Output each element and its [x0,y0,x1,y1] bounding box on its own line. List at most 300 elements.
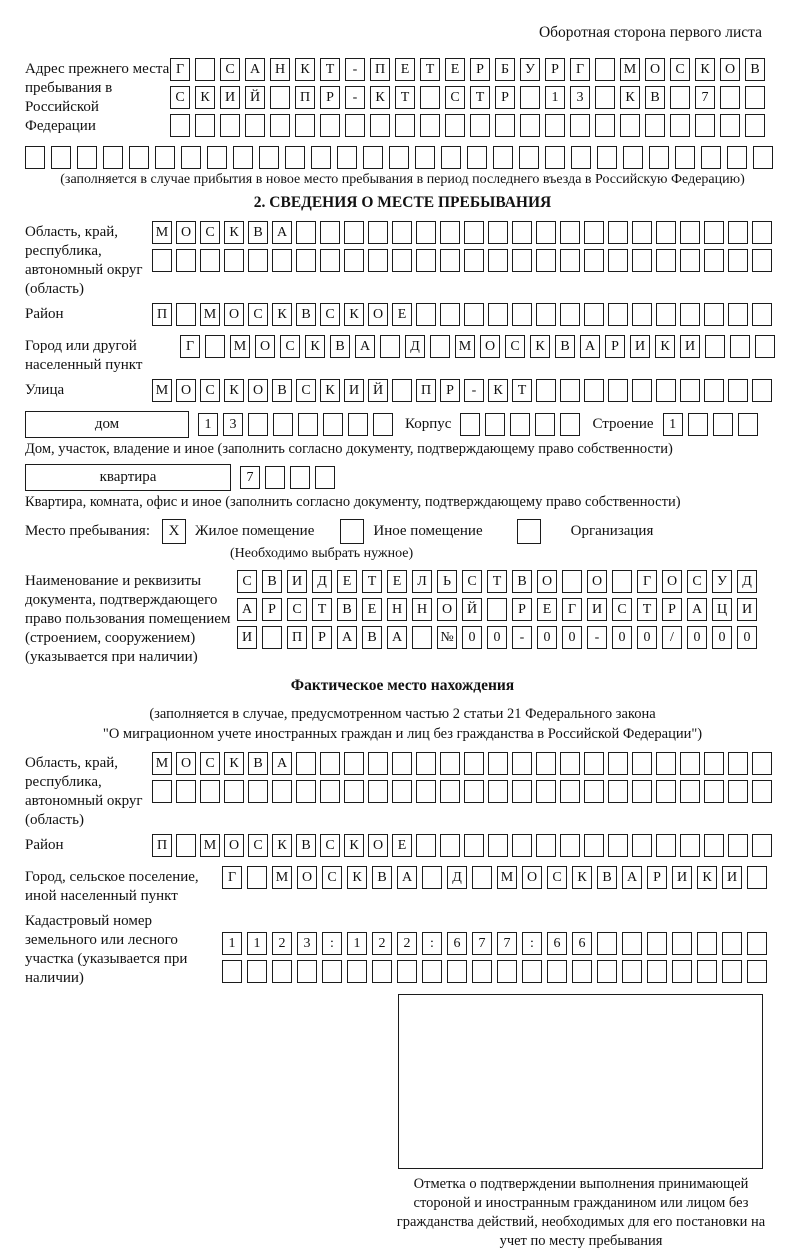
char-box[interactable] [752,379,772,402]
char-box[interactable] [464,249,484,272]
char-box[interactable]: М [455,335,475,358]
char-box[interactable] [273,413,293,436]
char-box[interactable] [420,86,440,109]
char-box[interactable]: Д [447,866,467,889]
char-box[interactable] [536,379,556,402]
char-box[interactable]: О [368,834,388,857]
char-box[interactable]: К [272,834,292,857]
char-box[interactable]: В [296,834,316,857]
char-box[interactable] [152,249,172,272]
char-box[interactable] [416,834,436,857]
char-box[interactable] [345,114,365,137]
char-box[interactable]: С [670,58,690,81]
char-box[interactable] [285,146,305,169]
char-box[interactable]: И [722,866,742,889]
char-box[interactable]: И [287,570,307,593]
char-box[interactable]: 3 [223,413,243,436]
char-box[interactable]: А [272,221,292,244]
char-box[interactable] [688,413,708,436]
char-box[interactable] [488,752,508,775]
char-box[interactable] [584,221,604,244]
char-box[interactable] [728,303,748,326]
char-box[interactable] [368,221,388,244]
char-box[interactable]: 0 [537,626,557,649]
char-box[interactable]: С [220,58,240,81]
char-box[interactable] [460,413,480,436]
char-box[interactable] [512,834,532,857]
char-box[interactable] [560,249,580,272]
cadastral-row-1[interactable] [222,932,767,955]
char-box[interactable]: Г [222,866,242,889]
char-box[interactable]: 0 [462,626,482,649]
char-box[interactable] [571,146,591,169]
char-box[interactable] [656,834,676,857]
char-box[interactable]: К [695,58,715,81]
char-box[interactable]: Й [368,379,388,402]
char-box[interactable] [752,780,772,803]
char-box[interactable]: О [248,379,268,402]
char-box[interactable] [608,303,628,326]
char-box[interactable] [155,146,175,169]
char-box[interactable] [233,146,253,169]
char-box[interactable] [422,866,442,889]
char-box[interactable] [597,146,617,169]
char-box[interactable]: Н [270,58,290,81]
char-box[interactable]: Т [512,379,532,402]
char-box[interactable] [392,752,412,775]
char-box[interactable] [464,834,484,857]
char-box[interactable] [447,960,467,983]
char-box[interactable] [656,780,676,803]
region-row-2[interactable] [152,249,772,272]
char-box[interactable] [680,221,700,244]
char-box[interactable]: О [522,866,542,889]
char-box[interactable]: К [655,335,675,358]
char-box[interactable] [536,221,556,244]
char-box[interactable] [608,780,628,803]
char-box[interactable]: Р [470,58,490,81]
char-box[interactable]: 1 [198,413,218,436]
char-box[interactable] [296,780,316,803]
char-box[interactable]: В [330,335,350,358]
char-box[interactable]: П [370,58,390,81]
char-box[interactable] [612,570,632,593]
char-box[interactable] [440,834,460,857]
char-box[interactable] [545,114,565,137]
char-box[interactable]: И [737,598,757,621]
char-box[interactable]: 7 [695,86,715,109]
char-box[interactable] [195,114,215,137]
char-box[interactable]: В [262,570,282,593]
char-box[interactable] [680,780,700,803]
char-box[interactable] [176,249,196,272]
char-box[interactable] [295,114,315,137]
region-row-1[interactable] [152,221,772,244]
char-box[interactable] [512,221,532,244]
char-box[interactable]: К [305,335,325,358]
char-box[interactable]: Е [337,570,357,593]
char-box[interactable]: С [200,379,220,402]
char-box[interactable]: А [622,866,642,889]
char-box[interactable]: Р [662,598,682,621]
char-box[interactable] [722,932,742,955]
char-box[interactable] [705,335,725,358]
char-box[interactable] [464,303,484,326]
char-box[interactable] [547,960,567,983]
stroenie-row[interactable] [663,413,758,436]
char-box[interactable]: И [672,866,692,889]
char-box[interactable] [320,221,340,244]
char-box[interactable] [464,752,484,775]
char-box[interactable]: Т [395,86,415,109]
char-box[interactable]: К [370,86,390,109]
char-box[interactable] [247,960,267,983]
char-box[interactable] [77,146,97,169]
char-box[interactable] [296,752,316,775]
char-box[interactable]: 0 [562,626,582,649]
char-box[interactable] [25,146,45,169]
char-box[interactable] [704,752,724,775]
apartment-number-row[interactable] [240,466,335,489]
char-box[interactable]: 7 [240,466,260,489]
char-box[interactable]: П [416,379,436,402]
char-box[interactable]: О [224,303,244,326]
char-box[interactable]: В [296,303,316,326]
char-box[interactable]: А [245,58,265,81]
char-box[interactable]: У [520,58,540,81]
char-box[interactable]: В [248,752,268,775]
char-box[interactable] [520,86,540,109]
char-box[interactable]: 1 [347,932,367,955]
char-box[interactable]: С [170,86,190,109]
char-box[interactable] [200,249,220,272]
checkbox-residential[interactable]: X [162,519,186,544]
char-box[interactable]: Е [392,834,412,857]
char-box[interactable]: Р [647,866,667,889]
char-box[interactable] [747,866,767,889]
char-box[interactable] [415,146,435,169]
char-box[interactable] [680,834,700,857]
char-box[interactable] [632,303,652,326]
korpus-row[interactable] [460,413,580,436]
char-box[interactable] [672,932,692,955]
char-box[interactable]: Й [245,86,265,109]
char-box[interactable]: - [345,58,365,81]
char-box[interactable]: Т [470,86,490,109]
char-box[interactable]: К [295,58,315,81]
char-box[interactable] [622,960,642,983]
char-box[interactable] [752,834,772,857]
actual-city-row[interactable] [222,866,767,889]
char-box[interactable]: А [397,866,417,889]
char-box[interactable] [464,221,484,244]
char-box[interactable] [440,752,460,775]
char-box[interactable]: А [237,598,257,621]
char-box[interactable]: 0 [737,626,757,649]
char-box[interactable] [272,780,292,803]
char-box[interactable] [315,466,335,489]
char-box[interactable] [420,114,440,137]
char-box[interactable] [622,932,642,955]
char-box[interactable]: С [296,379,316,402]
char-box[interactable] [270,114,290,137]
char-box[interactable]: 6 [447,932,467,955]
char-box[interactable] [597,932,617,955]
char-box[interactable] [656,379,676,402]
char-box[interactable] [416,221,436,244]
char-box[interactable] [272,249,292,272]
char-box[interactable]: 0 [612,626,632,649]
char-box[interactable]: Й [462,598,482,621]
char-box[interactable]: Н [387,598,407,621]
char-box[interactable] [584,303,604,326]
char-box[interactable] [512,752,532,775]
char-box[interactable] [344,752,364,775]
char-box[interactable]: О [255,335,275,358]
char-box[interactable]: С [505,335,525,358]
char-box[interactable]: Р [495,86,515,109]
prev-address-row-3[interactable] [170,114,765,137]
char-box[interactable] [595,58,615,81]
char-box[interactable] [704,221,724,244]
char-box[interactable]: М [200,834,220,857]
street-row[interactable] [152,379,772,402]
char-box[interactable]: Т [312,598,332,621]
char-box[interactable] [722,960,742,983]
char-box[interactable]: О [297,866,317,889]
char-box[interactable] [632,379,652,402]
char-box[interactable] [297,960,317,983]
char-box[interactable]: К [195,86,215,109]
char-box[interactable] [560,752,580,775]
char-box[interactable] [572,960,592,983]
char-box[interactable]: К [320,379,340,402]
char-box[interactable] [649,146,669,169]
char-box[interactable] [584,834,604,857]
char-box[interactable]: А [355,335,375,358]
char-box[interactable]: К [344,834,364,857]
char-box[interactable]: : [422,932,442,955]
char-box[interactable] [248,249,268,272]
char-box[interactable]: 2 [372,932,392,955]
char-box[interactable] [248,780,268,803]
char-box[interactable]: О [662,570,682,593]
char-box[interactable]: О [480,335,500,358]
char-box[interactable]: Т [320,58,340,81]
char-box[interactable] [728,379,748,402]
char-box[interactable]: К [344,303,364,326]
char-box[interactable] [632,834,652,857]
char-box[interactable] [695,114,715,137]
char-box[interactable] [472,866,492,889]
char-box[interactable]: 1 [545,86,565,109]
char-box[interactable] [195,58,215,81]
char-box[interactable]: А [337,626,357,649]
char-box[interactable]: 7 [497,932,517,955]
char-box[interactable] [222,960,242,983]
char-box[interactable] [470,114,490,137]
char-box[interactable]: : [322,932,342,955]
char-box[interactable]: Г [637,570,657,593]
char-box[interactable] [262,626,282,649]
document-row-3[interactable] [237,626,757,649]
char-box[interactable] [747,932,767,955]
char-box[interactable] [584,752,604,775]
checkbox-other-premises[interactable] [340,519,364,544]
char-box[interactable] [200,780,220,803]
char-box[interactable]: О [537,570,557,593]
char-box[interactable] [595,86,615,109]
char-box[interactable]: 1 [247,932,267,955]
char-box[interactable]: 7 [472,932,492,955]
char-box[interactable] [247,866,267,889]
char-box[interactable] [430,335,450,358]
char-box[interactable] [570,114,590,137]
char-box[interactable] [441,146,461,169]
char-box[interactable] [713,413,733,436]
char-box[interactable]: Г [170,58,190,81]
char-box[interactable]: А [387,626,407,649]
char-box[interactable] [389,146,409,169]
char-box[interactable]: В [645,86,665,109]
char-box[interactable] [370,114,390,137]
char-box[interactable]: П [287,626,307,649]
char-box[interactable]: С [248,303,268,326]
char-box[interactable] [170,114,190,137]
char-box[interactable] [445,114,465,137]
city-row[interactable] [180,335,775,358]
char-box[interactable] [493,146,513,169]
char-box[interactable] [392,780,412,803]
char-box[interactable]: О [176,221,196,244]
char-box[interactable]: 0 [487,626,507,649]
char-box[interactable]: М [230,335,250,358]
char-box[interactable]: В [362,626,382,649]
char-box[interactable]: Н [412,598,432,621]
char-box[interactable]: К [697,866,717,889]
char-box[interactable] [440,780,460,803]
char-box[interactable]: Ь [437,570,457,593]
char-box[interactable]: К [224,221,244,244]
char-box[interactable]: Т [420,58,440,81]
char-box[interactable] [730,335,750,358]
char-box[interactable] [608,249,628,272]
char-box[interactable] [632,249,652,272]
char-box[interactable] [560,413,580,436]
char-box[interactable] [704,379,724,402]
char-box[interactable] [392,221,412,244]
char-box[interactable] [519,146,539,169]
char-box[interactable] [720,86,740,109]
char-box[interactable] [392,379,412,402]
char-box[interactable] [311,146,331,169]
char-box[interactable]: Е [362,598,382,621]
char-box[interactable] [728,780,748,803]
char-box[interactable] [368,780,388,803]
char-box[interactable] [207,146,227,169]
char-box[interactable] [536,752,556,775]
char-box[interactable] [380,335,400,358]
char-box[interactable]: К [620,86,640,109]
char-box[interactable]: К [224,379,244,402]
char-box[interactable]: Р [440,379,460,402]
char-box[interactable]: К [224,752,244,775]
char-box[interactable] [584,379,604,402]
char-box[interactable]: У [712,570,732,593]
char-box[interactable] [337,146,357,169]
char-box[interactable]: М [497,866,517,889]
char-box[interactable]: 0 [637,626,657,649]
char-box[interactable]: 6 [572,932,592,955]
char-box[interactable] [647,960,667,983]
char-box[interactable]: С [462,570,482,593]
char-box[interactable] [129,146,149,169]
char-box[interactable] [320,780,340,803]
char-box[interactable]: К [347,866,367,889]
char-box[interactable] [632,752,652,775]
char-box[interactable] [488,249,508,272]
char-box[interactable] [672,960,692,983]
char-box[interactable]: С [445,86,465,109]
char-box[interactable] [440,249,460,272]
char-box[interactable] [620,114,640,137]
char-box[interactable]: Р [545,58,565,81]
char-box[interactable] [372,960,392,983]
char-box[interactable]: С [200,752,220,775]
char-box[interactable] [656,249,676,272]
char-box[interactable]: И [220,86,240,109]
char-box[interactable]: 0 [712,626,732,649]
char-box[interactable] [488,303,508,326]
prev-address-row-1[interactable] [170,58,765,81]
char-box[interactable] [245,114,265,137]
char-box[interactable] [320,249,340,272]
char-box[interactable] [623,146,643,169]
char-box[interactable]: Е [392,303,412,326]
char-box[interactable]: О [720,58,740,81]
char-box[interactable]: 2 [272,932,292,955]
char-box[interactable] [656,221,676,244]
char-box[interactable] [752,249,772,272]
char-box[interactable] [560,379,580,402]
char-box[interactable]: П [295,86,315,109]
char-box[interactable] [562,570,582,593]
char-box[interactable]: М [620,58,640,81]
char-box[interactable]: Е [395,58,415,81]
char-box[interactable] [584,780,604,803]
char-box[interactable]: М [200,303,220,326]
document-row-1[interactable] [237,570,757,593]
char-box[interactable] [560,780,580,803]
char-box[interactable]: В [745,58,765,81]
char-box[interactable]: С [687,570,707,593]
char-box[interactable] [595,114,615,137]
char-box[interactable]: М [152,221,172,244]
char-box[interactable]: 1 [663,413,683,436]
district-row[interactable] [152,303,772,326]
char-box[interactable] [320,752,340,775]
char-box[interactable] [322,960,342,983]
char-box[interactable]: / [662,626,682,649]
char-box[interactable]: Р [262,598,282,621]
char-box[interactable] [632,780,652,803]
char-box[interactable]: А [580,335,600,358]
char-box[interactable] [290,466,310,489]
char-box[interactable] [485,413,505,436]
char-box[interactable] [753,146,773,169]
char-box[interactable]: О [224,834,244,857]
char-box[interactable] [265,466,285,489]
